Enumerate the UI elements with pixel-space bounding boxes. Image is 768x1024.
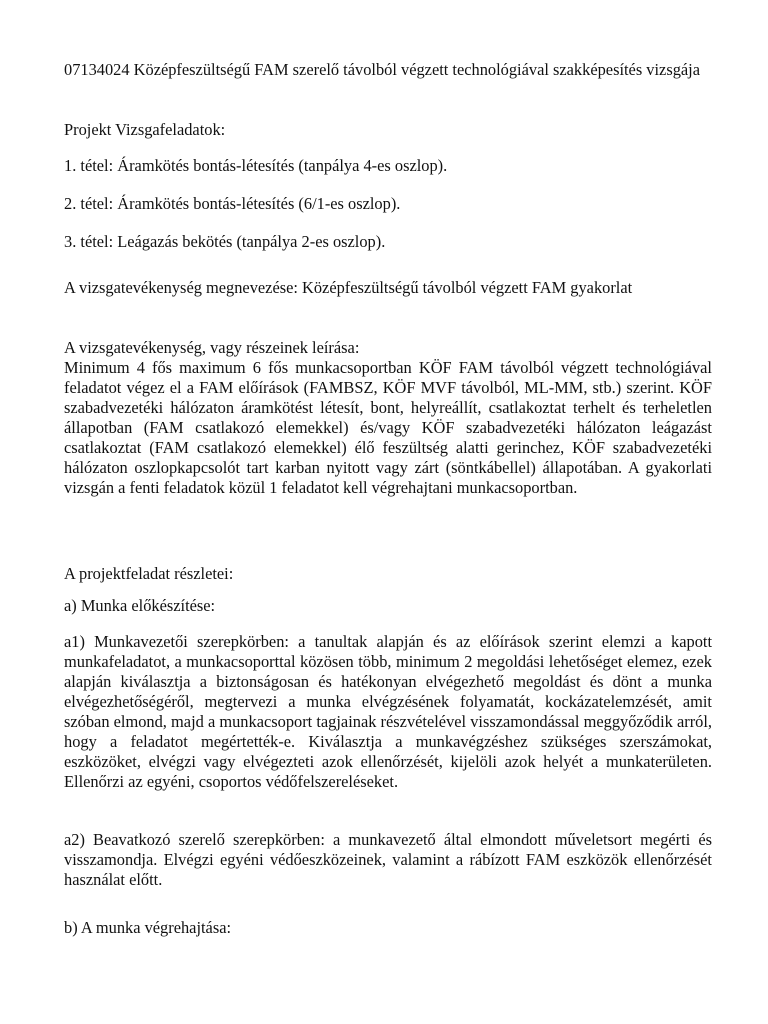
item-2: 2. tétel: Áramkötés bontás-létesítés (6/1-es oszlop).	[64, 194, 401, 213]
section-b-heading: b) A munka végrehajtása:	[64, 918, 232, 937]
paragraph-a2: a2) Beavatkozó szerelő szerepkörben: a munkavezető által elmondott műveletsort megérti és visszamondja. Elvégzi egyéni védőeszközeinek, valamint a rábízott FAM eszközök ellenőrzését használat előtt.	[64, 830, 712, 889]
leiras-body: Minimum 4 fős maximum 6 fős munkacsoportban KÖF FAM távolból végzett technológiával feladatot végez el a FAM előírások (FAMBSZ, KÖF MVF távolból, ML-MM, stb.) szerint. KÖF szabadvezetéki hálózaton áramkötést létesít, bont, helyreállít, csatlakoztat terhelt és terheletlen állapotban (FAM csatlakozó elemekkel) és/vagy KÖF szabadvezetéki hálózaton leágazást csatlakoztat (FAM csatlakozó elemekkel) élő feszültség alatti gerinchez, KÖF szabadvezetéki hálózaton oszlopkapcsolót tart karban nyitott vagy zárt (söntkábellel) állapotában. A gyakorlati vizsgán a fenti feladatok közül 1 feladatot kell végrehajtani munkacsoportban.	[64, 358, 712, 497]
document-title: 07134024 Középfeszültségű FAM szerelő távolból végzett technológiával szakképesítés vizsgája	[64, 60, 701, 79]
megnevezes-paragraph: A vizsgatevékenység megnevezése: Középfeszültségű távolból végzett FAM gyakorlat	[64, 278, 633, 297]
item-3: 3. tétel: Leágazás bekötés (tanpálya 2-es oszlop).	[64, 232, 386, 251]
section-a-heading: a) Munka előkészítése:	[64, 596, 216, 615]
item-1: 1. tétel: Áramkötés bontás-létesítés (tanpálya 4-es oszlop).	[64, 156, 448, 175]
paragraph-a1: a1) Munkavezetői szerepkörben: a tanultak alapján és az előírások szerint elemzi a kapott munkafeladatot, a munkacsoporttal közösen több, minimum 2 megoldási lehetőséget elemez, ezek alapján kiválasztja a biztonságosan és hatékonyan elvégezhető megoldást és dönt a munka elvégezhetőségéről, megtervezi a munka elvégzésének folyamatát, kockázatelemzését, amit szóban elmond, majd a munkacsoport tagjainak részvételével visszamondással meggyőződik arról, hogy a feladatot megértették-e. Kiválasztja a munkavégzéshez szükséges szerszámokat, eszközöket, elvégzi vagy elvégezteti azok ellenőrzését, kijelöli azok helyét a munkaterületen. Ellenőrzi az egyéni, csoportos védőfelszereléseket.	[64, 632, 712, 791]
leiras-heading: A vizsgatevékenység, vagy részeinek leírása:	[64, 338, 360, 357]
projekt-heading: Projekt Vizsgafeladatok:	[64, 120, 226, 139]
reszletek-heading: A projektfeladat részletei:	[64, 564, 234, 583]
